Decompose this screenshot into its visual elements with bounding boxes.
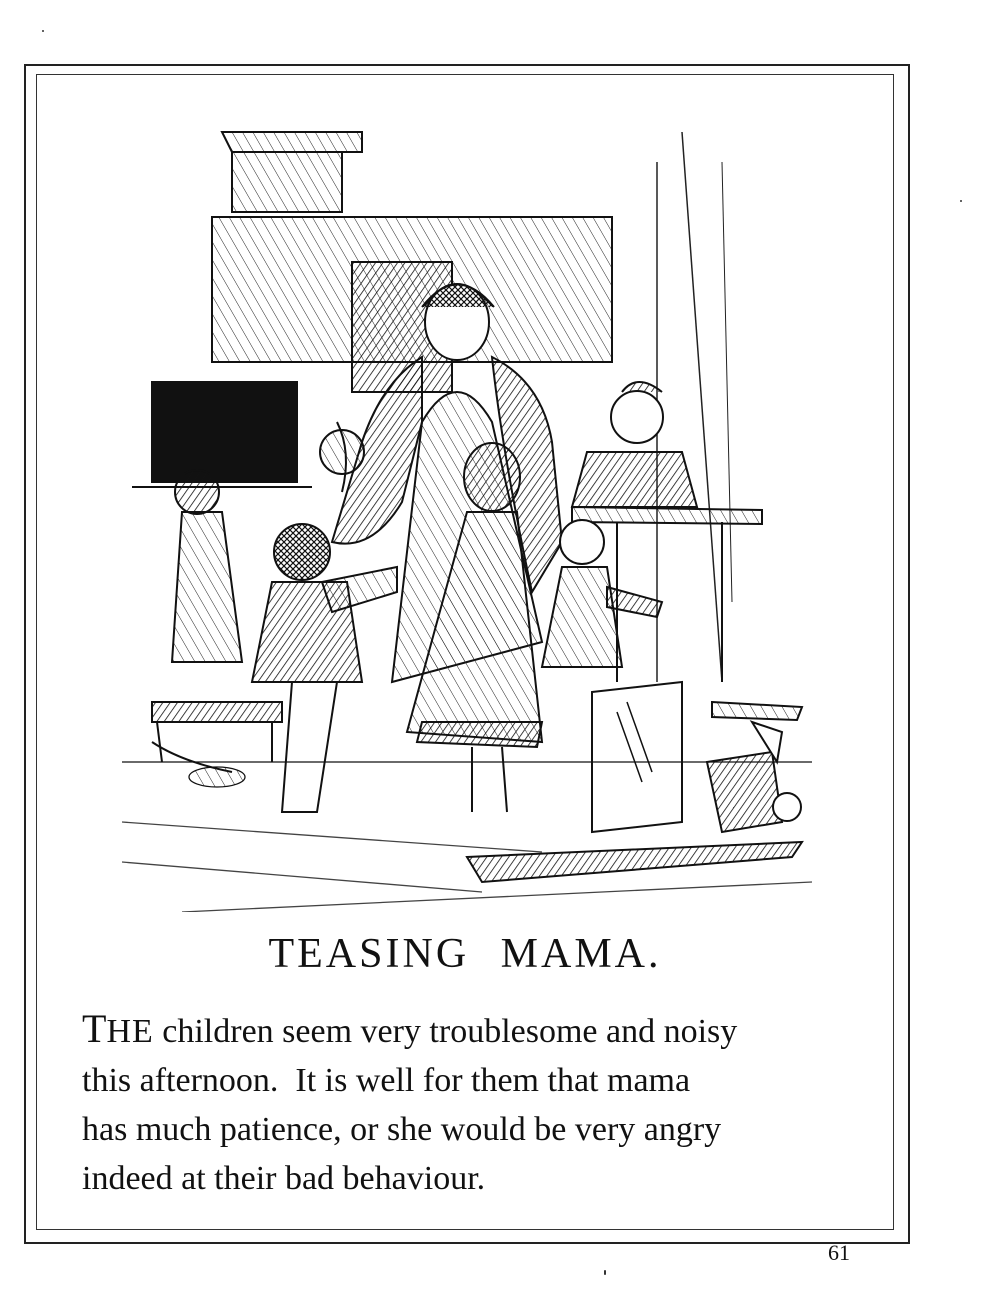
page-title: TEASING MAMA. <box>268 931 662 977</box>
body-line-4: indeed at their bad behaviour. <box>82 1160 486 1197</box>
body-line-1 <box>82 1004 862 1056</box>
body-line-1-text: children seem very troublesome and noisy <box>153 1013 738 1050</box>
ink-speck <box>42 30 44 32</box>
body-line-3: has much patience, or she would be very angry <box>82 1111 722 1148</box>
small-caps-lead: HE <box>106 1013 154 1050</box>
ink-speck <box>604 1270 606 1275</box>
engraving-mother-with-children-icon <box>122 122 812 912</box>
drop-cap: T <box>82 1006 107 1051</box>
ink-speck <box>960 200 962 202</box>
page-number: 61 <box>828 1240 850 1265</box>
body-paragraph <box>82 1004 862 1203</box>
body-line-2: this afternoon. It is well for them that mama <box>82 1062 691 1099</box>
